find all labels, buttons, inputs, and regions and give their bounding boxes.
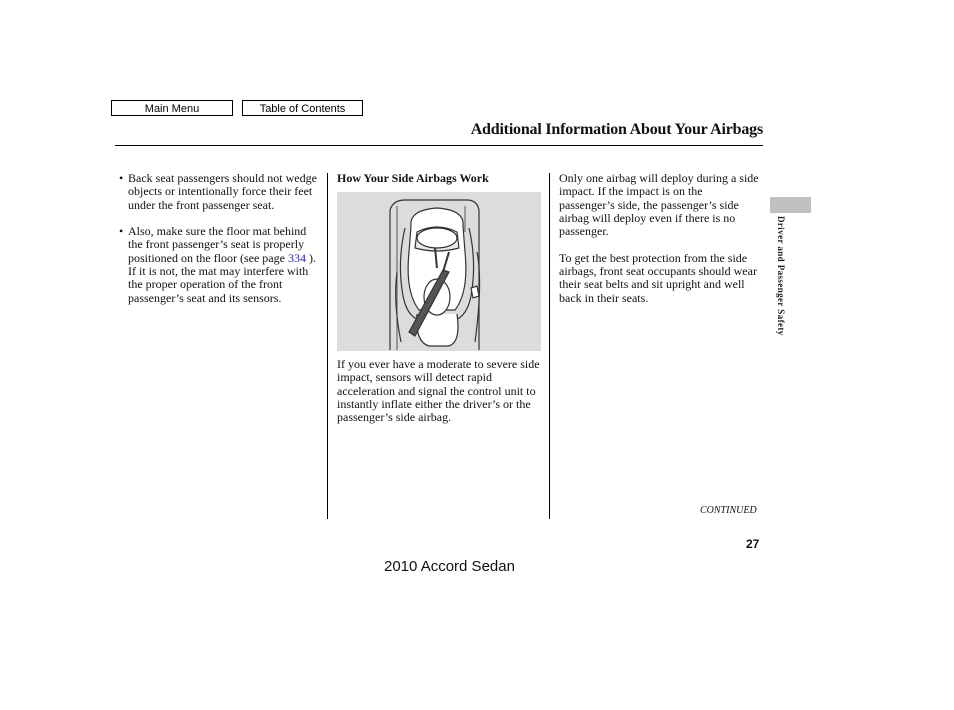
paragraph: If you ever have a moderate to severe side impact, sensors will detect rapid acceleration and signal the control unit to instantly inflate either the driver’s or the passenger’s side airbag. [337,357,540,425]
list-item [118,225,322,305]
title-divider [115,145,763,146]
section-tab-label: Driver and Passenger Safety [776,216,786,336]
left-column [118,172,322,318]
section-tab-marker [770,197,811,213]
bullet-text-2-start: Also, make sure the floor mat behind the front passenger’s seat is properly positioned on the floor (see page [128,224,307,265]
paragraph: Only one airbag will deploy during a side impact. If the impact is on the passenger’s side, the passenger’s side airbag will deploy even if there is no passenger. [559,171,759,239]
middle-column [337,172,543,191]
book-title: 2010 Accord Sedan [384,558,515,575]
column-divider [549,173,550,519]
section-subheading: How Your Side Airbags Work [337,171,489,185]
page-title: Additional Information About Your Airbags [470,121,763,138]
right-column [559,172,761,318]
side-airbag-illustration-icon [337,192,541,351]
table-of-contents-button[interactable]: Table of Contents [242,100,363,116]
paragraph: To get the best protection from the side airbags, front seat occupants should wear their seat belts and sit upright and well back in their seats. [559,250,757,305]
main-menu-button[interactable]: Main Menu [111,100,233,116]
page-link-334[interactable]: 334 [287,250,306,265]
continued-label: CONTINUED [700,505,757,516]
page-number: 27 [746,537,760,551]
bullet-text-2-end: ). If it is not, the mat may interfere with the proper operation of the front passenger’s seat and its sensors. [128,250,316,305]
list-item [118,172,322,212]
column-divider [327,173,328,519]
middle-column-body [337,358,543,438]
bullet-text-1: Back seat passengers should not wedge objects or intentionally force their feet under the front passenger seat. [128,171,317,212]
